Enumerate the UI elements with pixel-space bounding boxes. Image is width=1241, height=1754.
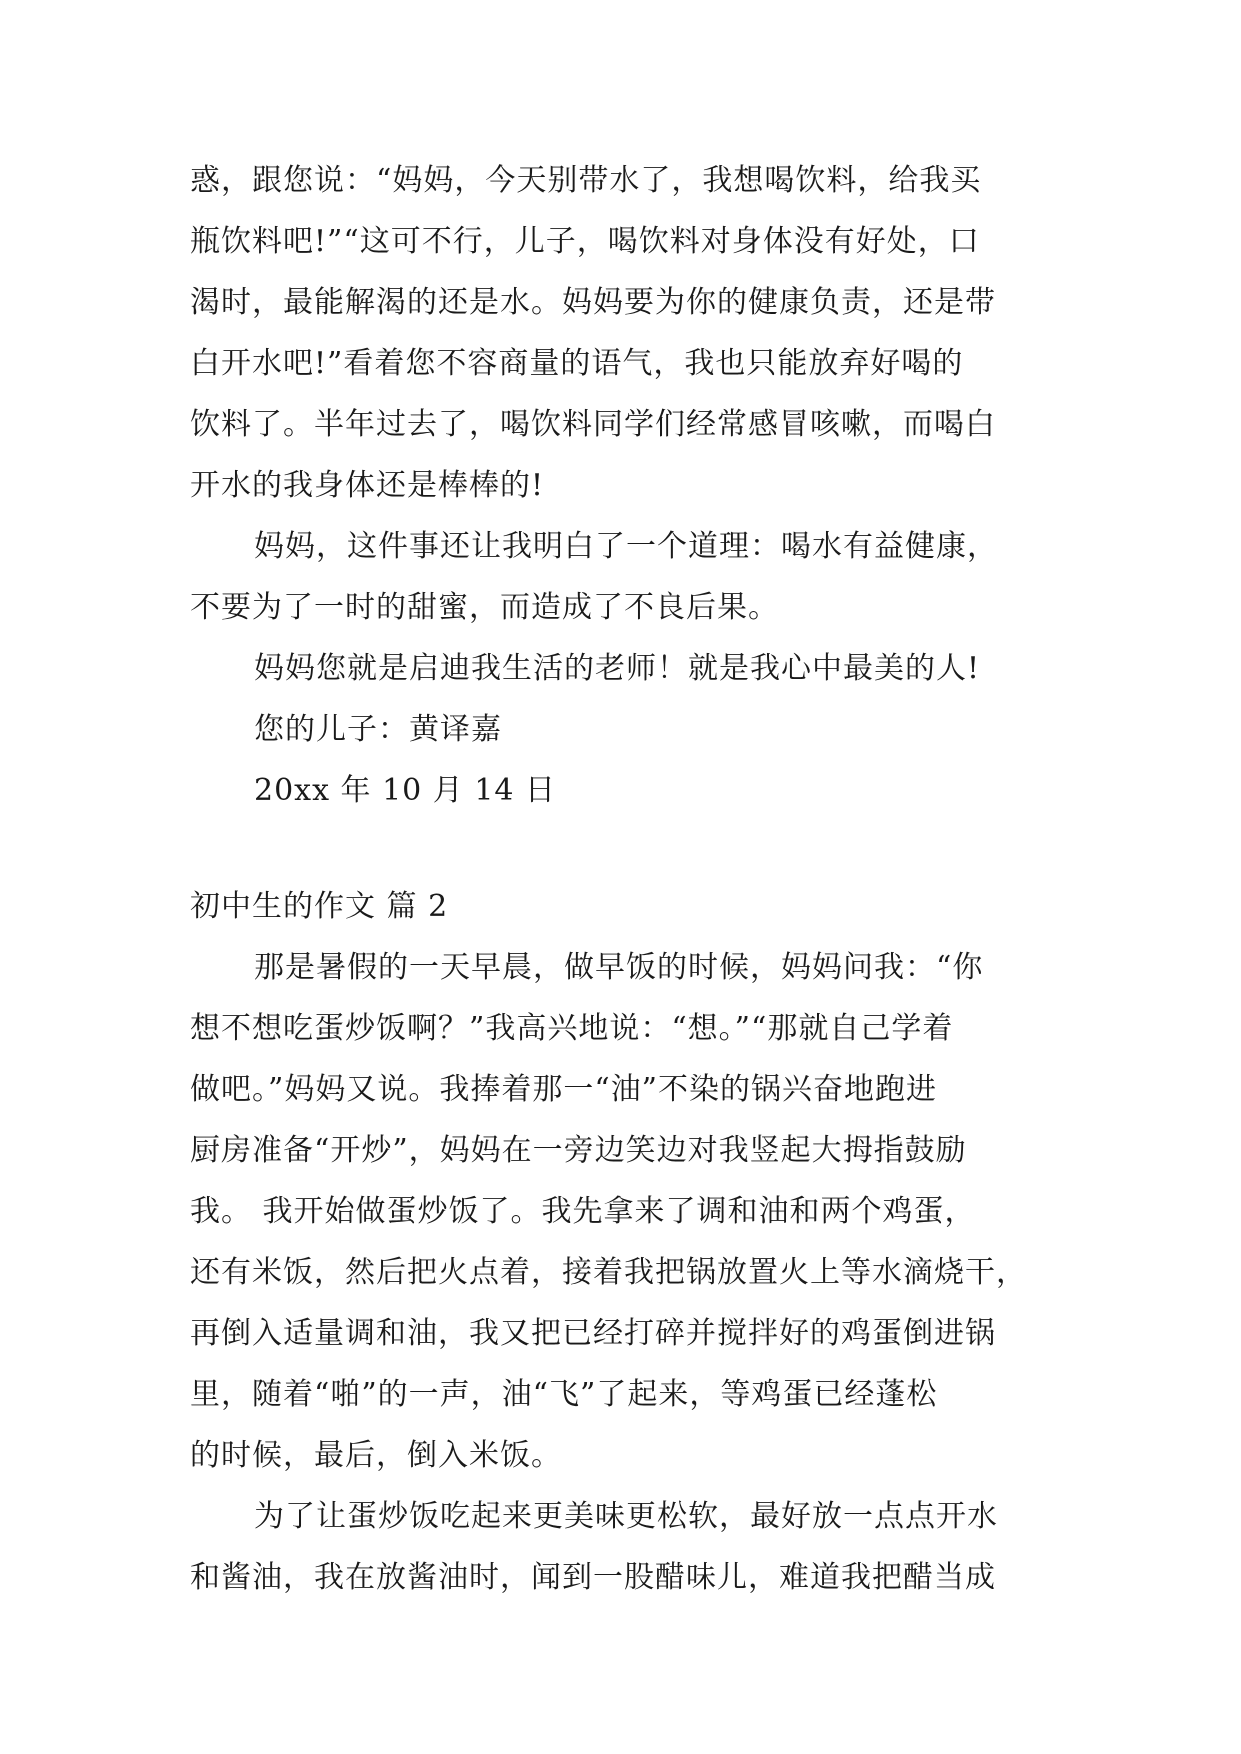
text-line: 那是暑假的一天早晨，做早饭的时候，妈妈问我：“你 (254, 950, 984, 985)
text-line: 和酱油，我在放酱油时，闻到一股醋味儿，难道我把醋当成 (190, 1560, 996, 1595)
text-line: 想不想吃蛋炒饭啊？”我高兴地说：“想。”“那就自己学着 (190, 1011, 954, 1046)
text-line: 渴时，最能解渴的还是水。妈妈要为你的健康负责，还是带 (190, 285, 996, 320)
text-line: 开水的我身体还是棒棒的! (190, 468, 545, 503)
paragraph-seasoning (190, 1486, 1070, 1608)
text-line: 饮料了。半年过去了，喝饮料同学们经常感冒咳嗽，而喝白 (190, 407, 996, 442)
essay-title: 初中生的作文 篇 2 (190, 889, 449, 924)
signature: 您的儿子：黄译嘉 (254, 712, 502, 747)
document-body (190, 150, 1070, 1608)
text-line: 还有米饭，然后把火点着，接着我把锅放置火上等水滴烧干， (190, 1255, 1027, 1290)
text-line: 我。 我开始做蛋炒饭了。我先拿来了调和油和两个鸡蛋， (190, 1194, 976, 1229)
letter-date: 20xx 年 10 月 14 日 (254, 773, 557, 808)
text-line: 妈妈，这件事还让我明白了一个道理：喝水有益健康， (254, 529, 998, 564)
text-line: 再倒入适量调和油，我又把已经打碎并搅拌好的鸡蛋倒进锅 (190, 1316, 996, 1351)
paragraph-closing: 妈妈您就是启迪我生活的老师！就是我心中最美的人! (254, 651, 981, 686)
section-gap (190, 821, 1070, 876)
text-line: 惑，跟您说：“妈妈，今天别带水了，我想喝饮料，给我买 (190, 163, 982, 198)
text-line: 的时候，最后，倒入米饭。 (190, 1438, 562, 1473)
text-line: 里，随着“啪”的一声，油“飞”了起来，等鸡蛋已经蓬松 (190, 1377, 938, 1412)
text-line: 不要为了一时的甜蜜，而造成了不良后果。 (190, 590, 779, 625)
text-line: 厨房准备“开炒”，妈妈在一旁边笑边对我竖起大拇指鼓励 (190, 1133, 967, 1168)
text-line: 为了让蛋炒饭吃起来更美味更松软，最好放一点点开水 (254, 1499, 998, 1534)
text-line: 白开水吧!”看着您不容商量的语气，我也只能放弃好喝的 (190, 346, 964, 381)
paragraph-cooking-story (190, 937, 1070, 1486)
text-line: 做吧。”妈妈又说。我捧着那一“油”不染的锅兴奋地跑进 (190, 1072, 938, 1107)
paragraph-lesson (190, 516, 1070, 638)
text-line: 瓶饮料吧!”“这可不行，儿子，喝饮料对身体没有好处，口 (190, 224, 980, 259)
paragraph-continuation (190, 150, 1070, 516)
